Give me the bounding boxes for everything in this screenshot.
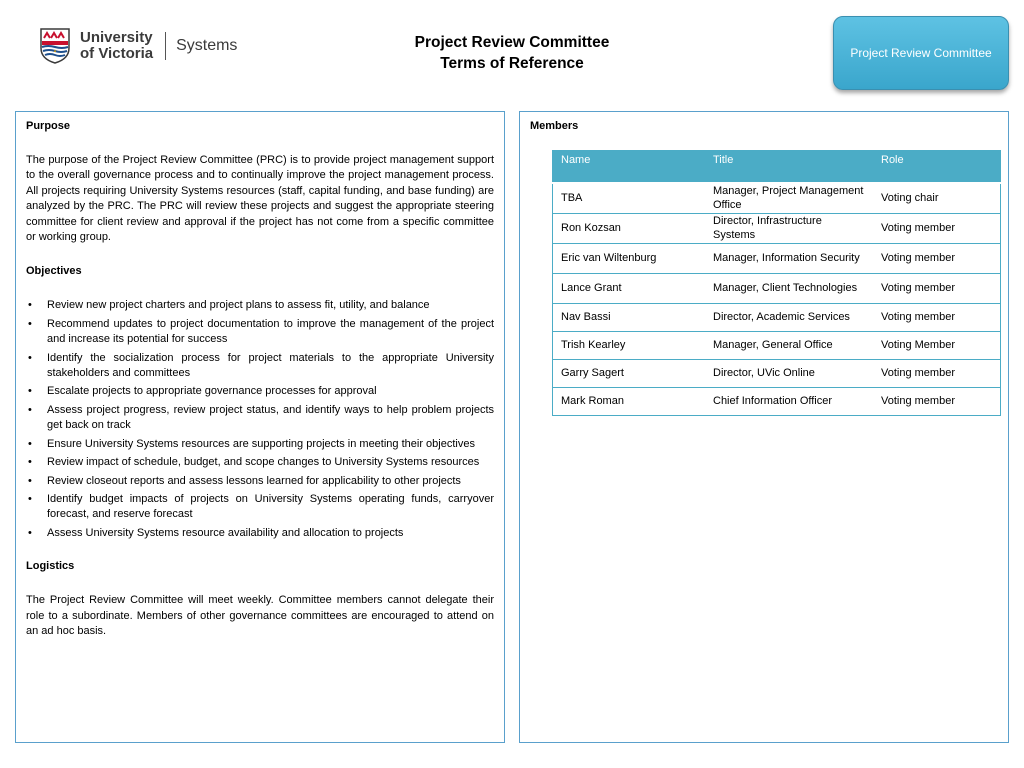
table-row xyxy=(553,273,1001,303)
title-line2: Terms of Reference xyxy=(440,55,584,72)
objective-text: Review new project charters and project plans to assess fit, utility, and balance xyxy=(47,299,430,312)
objective-text: Review closeout reports and assess lessons learned for applicability to other projects xyxy=(47,474,461,487)
objective-text: Review impact of schedule, budget, and scope changes to University Systems resources xyxy=(47,456,480,469)
bullet-icon: • xyxy=(28,385,32,398)
bullet-icon: • xyxy=(28,437,32,450)
member-role: Voting member xyxy=(873,387,1001,415)
table-row xyxy=(553,331,1001,359)
member-title: Chief Information Officer xyxy=(705,387,873,415)
objective-text: Identify budget impacts of projects on University Systems operating funds, carryover forecast, and reserve forecast xyxy=(47,492,494,521)
members-heading: Members xyxy=(530,120,579,132)
logistics-text: The Project Review Committee will meet weekly. Committee members cannot delegate their role to a subordinate. Members of other governance committees are encouraged to attend on an ad hoc basis. xyxy=(26,594,494,637)
bullet-icon: • xyxy=(28,526,32,539)
list-item xyxy=(26,474,494,489)
objectives-heading: Objectives xyxy=(26,265,82,278)
member-name: Eric van Wiltenburg xyxy=(553,243,706,273)
title-line1: Project Review Committee xyxy=(414,34,610,51)
spacer xyxy=(26,245,494,265)
logo-divider xyxy=(165,32,166,60)
list-item xyxy=(26,526,494,541)
table-row xyxy=(553,213,1001,243)
member-role: Voting member xyxy=(873,303,1001,331)
spacer xyxy=(26,544,494,560)
bullet-icon: • xyxy=(28,492,32,505)
list-item xyxy=(26,317,494,348)
objective-text: Assess project progress, review project status, and identify ways to help problem projects get back on track xyxy=(47,403,494,432)
list-item xyxy=(26,298,494,313)
member-title: Manager, General Office xyxy=(705,331,873,359)
member-title: Director, Infrastructure Systems xyxy=(705,213,873,243)
member-role: Voting member xyxy=(873,273,1001,303)
bullet-icon: • xyxy=(28,456,32,469)
table-header-row xyxy=(553,151,1001,184)
objective-text: Assess University Systems resource availability and allocation to projects xyxy=(47,526,404,539)
member-name: Mark Roman xyxy=(553,387,706,415)
university-logo xyxy=(40,26,237,66)
member-name: Lance Grant xyxy=(553,273,706,303)
member-name: Ron Kozsan xyxy=(553,213,706,243)
spacer xyxy=(26,573,494,593)
purpose-heading: Purpose xyxy=(26,120,71,132)
bullet-icon: • xyxy=(28,474,32,487)
member-title: Manager, Client Technologies xyxy=(705,273,873,303)
member-name: TBA xyxy=(553,183,706,213)
bullet-icon: • xyxy=(28,317,32,330)
purpose-text: The purpose of the Project Review Committee (PRC) is to provide project management support to the overall governance process and to continually improve the project management process. All projects requiring University Systems resources (staff, capital funding, and base funding) are analyzed by the PRC. The PRC will review these projects and suggest the appropriate steering committee for client review and approval if the project has not come from a specific committee or working group. xyxy=(26,154,494,244)
objective-text: Identify the socialization process for project materials to the appropriate University stakeholders and committees xyxy=(47,351,494,380)
column-header-title: Title xyxy=(705,151,873,184)
objective-text: Ensure University Systems resources are supporting projects in meeting their objectives xyxy=(47,437,475,450)
university-wordmark xyxy=(80,30,153,62)
list-item xyxy=(26,351,494,382)
list-item xyxy=(26,437,494,452)
list-item xyxy=(26,492,494,523)
list-item xyxy=(26,384,494,399)
university-crest-icon xyxy=(40,28,70,64)
member-name: Nav Bassi xyxy=(553,303,706,331)
bullet-icon: • xyxy=(28,299,32,312)
university-line2: of Victoria xyxy=(80,45,154,62)
table-row xyxy=(553,183,1001,213)
member-title: Director, UVic Online xyxy=(705,359,873,387)
member-role: Voting member xyxy=(873,243,1001,273)
objective-text: Escalate projects to appropriate governance processes for approval xyxy=(47,385,377,398)
university-line1: University xyxy=(80,29,153,46)
table-row xyxy=(553,387,1001,415)
column-header-role: Role xyxy=(873,151,1001,184)
member-role: Voting member xyxy=(873,213,1001,243)
member-title: Manager, Project Management Office xyxy=(705,183,873,213)
member-role: Voting chair xyxy=(873,183,1001,213)
document-title xyxy=(360,32,664,74)
bullet-icon: • xyxy=(28,403,32,416)
table-row xyxy=(553,359,1001,387)
member-title: Director, Academic Services xyxy=(705,303,873,331)
member-role: Voting member xyxy=(873,359,1001,387)
bullet-icon: • xyxy=(28,351,32,364)
department-name: Systems xyxy=(176,37,238,54)
members-table xyxy=(552,150,1001,416)
logistics-heading: Logistics xyxy=(26,560,75,573)
spacer xyxy=(26,278,494,298)
objective-text: Recommend updates to project documentation to improve the management of the project and increase its potential for success xyxy=(47,317,494,346)
project-review-committee-button[interactable]: Project Review Committee xyxy=(833,16,1009,90)
right-panel xyxy=(519,111,1009,743)
member-title: Manager, Information Security xyxy=(705,243,873,273)
column-header-name: Name xyxy=(553,151,706,184)
table-row xyxy=(553,303,1001,331)
table-row xyxy=(553,243,1001,273)
objectives-list xyxy=(26,298,494,541)
list-item xyxy=(26,455,494,470)
member-name: Garry Sagert xyxy=(553,359,706,387)
spacer xyxy=(26,133,494,153)
member-name: Trish Kearley xyxy=(553,331,706,359)
list-item xyxy=(26,403,494,434)
member-role: Voting Member xyxy=(873,331,1001,359)
left-panel xyxy=(15,111,505,743)
